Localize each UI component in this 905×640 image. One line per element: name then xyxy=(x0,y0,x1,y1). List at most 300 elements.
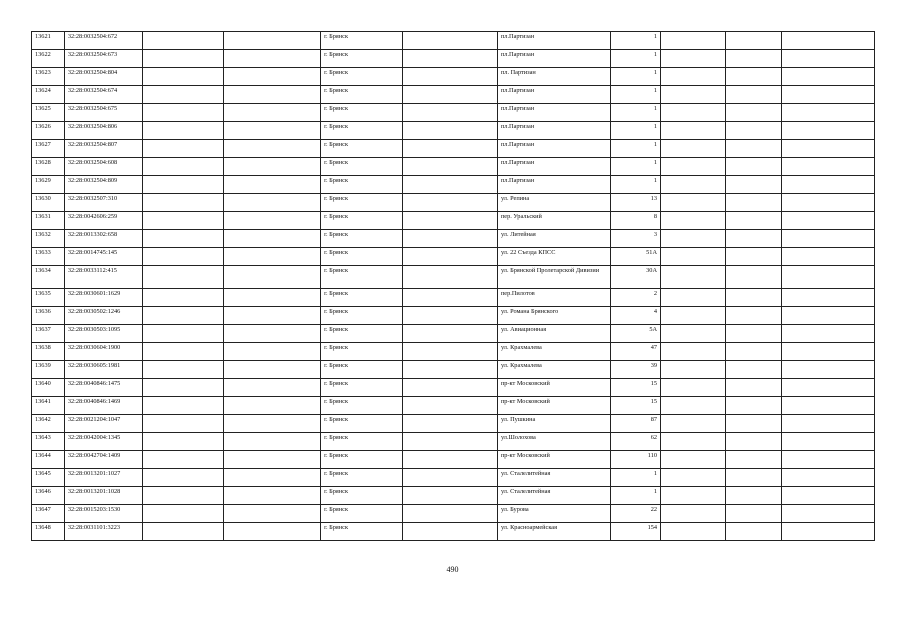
cell-street: пл.Партизан xyxy=(497,122,610,140)
cell-street: пер.Пилотов xyxy=(497,289,610,307)
cell-empty xyxy=(781,158,874,176)
cell-city: г. Брянск xyxy=(321,158,403,176)
cell-empty xyxy=(143,343,223,361)
cell-street: пл.Партизан xyxy=(497,86,610,104)
table-body xyxy=(32,32,875,541)
cell-empty xyxy=(223,248,320,266)
cell-cadastral-number: 32:28:0033112:415 xyxy=(64,266,142,289)
registry-table xyxy=(31,31,875,541)
cell-empty xyxy=(402,307,497,325)
cell-house-number: 110 xyxy=(611,451,661,469)
table-row xyxy=(32,397,875,415)
table-row xyxy=(32,122,875,140)
cell-empty xyxy=(223,68,320,86)
table-row xyxy=(32,451,875,469)
cell-house-number: 22 xyxy=(611,505,661,523)
cell-empty xyxy=(402,68,497,86)
cell-empty xyxy=(781,50,874,68)
cell-city: г. Брянск xyxy=(321,469,403,487)
cell-empty xyxy=(143,397,223,415)
table-row xyxy=(32,158,875,176)
cell-empty xyxy=(725,469,781,487)
table-row xyxy=(32,140,875,158)
cell-empty xyxy=(223,487,320,505)
cell-empty xyxy=(143,86,223,104)
cell-cadastral-number: 32:28:0032504:806 xyxy=(64,122,142,140)
cell-empty xyxy=(725,415,781,433)
cell-empty xyxy=(143,433,223,451)
table-row xyxy=(32,505,875,523)
cell-cadastral-number: 32:28:0042704:1409 xyxy=(64,451,142,469)
cell-empty xyxy=(143,307,223,325)
cell-empty xyxy=(223,176,320,194)
cell-house-number: 3 xyxy=(611,230,661,248)
cell-empty xyxy=(725,230,781,248)
cell-empty xyxy=(143,289,223,307)
cell-empty xyxy=(402,158,497,176)
cell-house-number: 15 xyxy=(611,379,661,397)
cell-empty xyxy=(781,397,874,415)
cell-empty xyxy=(143,505,223,523)
cell-cadastral-number: 32:28:0032504:809 xyxy=(64,176,142,194)
cell-empty xyxy=(143,266,223,289)
cell-empty xyxy=(402,397,497,415)
cell-empty xyxy=(402,266,497,289)
cell-city: г. Брянск xyxy=(321,104,403,122)
table-row xyxy=(32,469,875,487)
cell-empty xyxy=(725,451,781,469)
cell-empty xyxy=(725,289,781,307)
cell-empty xyxy=(661,68,726,86)
cell-empty xyxy=(661,32,726,50)
cell-empty xyxy=(223,122,320,140)
cell-street: ул. Литейная xyxy=(497,230,610,248)
cell-empty xyxy=(143,68,223,86)
cell-empty xyxy=(143,122,223,140)
cell-empty xyxy=(223,523,320,541)
cell-empty xyxy=(143,176,223,194)
cell-city: г. Брянск xyxy=(321,86,403,104)
cell-city: г. Брянск xyxy=(321,140,403,158)
cell-empty xyxy=(143,523,223,541)
cell-empty xyxy=(402,32,497,50)
table-row xyxy=(32,68,875,86)
cell-empty xyxy=(402,50,497,68)
cell-empty xyxy=(402,104,497,122)
cell-city: г. Брянск xyxy=(321,212,403,230)
cell-empty xyxy=(661,122,726,140)
cell-cadastral-number: 32:28:0031101:3223 xyxy=(64,523,142,541)
cell-house-number: 1 xyxy=(611,176,661,194)
cell-record-number: 13621 xyxy=(32,32,65,50)
cell-empty xyxy=(661,194,726,212)
cell-record-number: 13628 xyxy=(32,158,65,176)
cell-city: г. Брянск xyxy=(321,230,403,248)
cell-empty xyxy=(781,505,874,523)
cell-city: г. Брянск xyxy=(321,397,403,415)
cell-empty xyxy=(661,289,726,307)
cell-house-number: 87 xyxy=(611,415,661,433)
cell-empty xyxy=(781,86,874,104)
cell-empty xyxy=(223,361,320,379)
cell-house-number: 1 xyxy=(611,469,661,487)
cell-empty xyxy=(781,266,874,289)
cell-empty xyxy=(781,325,874,343)
cell-street: ул. Сталелитейная xyxy=(497,487,610,505)
cell-empty xyxy=(143,379,223,397)
cell-city: г. Брянск xyxy=(321,307,403,325)
cell-city: г. Брянск xyxy=(321,325,403,343)
cell-empty xyxy=(223,415,320,433)
table-row xyxy=(32,104,875,122)
cell-empty xyxy=(223,343,320,361)
cell-record-number: 13626 xyxy=(32,122,65,140)
cell-empty xyxy=(143,32,223,50)
cell-empty xyxy=(725,50,781,68)
cell-street: пр-кт Московский xyxy=(497,451,610,469)
cell-street: пр-кт Московский xyxy=(497,397,610,415)
cell-empty xyxy=(661,104,726,122)
cell-house-number: 1 xyxy=(611,158,661,176)
cell-empty xyxy=(781,451,874,469)
cell-empty xyxy=(402,487,497,505)
cell-empty xyxy=(143,487,223,505)
cell-empty xyxy=(223,32,320,50)
cell-record-number: 13634 xyxy=(32,266,65,289)
cell-cadastral-number: 32:28:0030502:1246 xyxy=(64,307,142,325)
cell-empty xyxy=(402,140,497,158)
cell-house-number: 15 xyxy=(611,397,661,415)
cell-empty xyxy=(143,451,223,469)
page-number: 490 xyxy=(446,565,459,574)
cell-empty xyxy=(725,361,781,379)
cell-cadastral-number: 32:28:0032504:675 xyxy=(64,104,142,122)
cell-cadastral-number: 32:28:0013201:1028 xyxy=(64,487,142,505)
cell-empty xyxy=(661,158,726,176)
cell-empty xyxy=(661,469,726,487)
cell-empty xyxy=(661,343,726,361)
cell-empty xyxy=(661,212,726,230)
cell-empty xyxy=(143,230,223,248)
cell-empty xyxy=(725,523,781,541)
cell-house-number: 13 xyxy=(611,194,661,212)
cell-city: г. Брянск xyxy=(321,361,403,379)
cell-cadastral-number: 32:28:0013302:658 xyxy=(64,230,142,248)
cell-empty xyxy=(143,325,223,343)
cell-empty xyxy=(661,248,726,266)
cell-city: г. Брянск xyxy=(321,487,403,505)
cell-empty xyxy=(143,158,223,176)
cell-city: г. Брянск xyxy=(321,451,403,469)
cell-record-number: 13630 xyxy=(32,194,65,212)
cell-empty xyxy=(223,86,320,104)
table-row xyxy=(32,523,875,541)
cell-record-number: 13624 xyxy=(32,86,65,104)
cell-empty xyxy=(402,469,497,487)
cell-city: г. Брянск xyxy=(321,32,403,50)
cell-empty xyxy=(402,523,497,541)
cell-empty xyxy=(223,266,320,289)
cell-empty xyxy=(725,266,781,289)
cell-empty xyxy=(725,104,781,122)
cell-empty xyxy=(402,415,497,433)
cell-street: пл.Партизан xyxy=(497,32,610,50)
cell-house-number: 2 xyxy=(611,289,661,307)
cell-cadastral-number: 32:28:0030503:1095 xyxy=(64,325,142,343)
cell-record-number: 13629 xyxy=(32,176,65,194)
table-row xyxy=(32,230,875,248)
cell-cadastral-number: 32:28:0014745:145 xyxy=(64,248,142,266)
cell-empty xyxy=(661,325,726,343)
cell-house-number: 1 xyxy=(611,68,661,86)
cell-street: пл.Партизан xyxy=(497,140,610,158)
cell-empty xyxy=(402,212,497,230)
cell-empty xyxy=(725,397,781,415)
cell-house-number: 4 xyxy=(611,307,661,325)
cell-empty xyxy=(223,505,320,523)
cell-street: ул. Крахмалева xyxy=(497,361,610,379)
cell-empty xyxy=(402,451,497,469)
table-row xyxy=(32,50,875,68)
cell-city: г. Брянск xyxy=(321,523,403,541)
cell-empty xyxy=(661,487,726,505)
cell-empty xyxy=(223,158,320,176)
cell-empty xyxy=(725,140,781,158)
table-row xyxy=(32,325,875,343)
cell-empty xyxy=(223,307,320,325)
cell-empty xyxy=(223,325,320,343)
cell-empty xyxy=(143,415,223,433)
cell-street: пл.Партизан xyxy=(497,104,610,122)
cell-empty xyxy=(781,415,874,433)
cell-house-number: 8 xyxy=(611,212,661,230)
cell-empty xyxy=(223,212,320,230)
cell-empty xyxy=(725,32,781,50)
cell-empty xyxy=(661,397,726,415)
cell-empty xyxy=(781,176,874,194)
cell-city: г. Брянск xyxy=(321,433,403,451)
cell-empty xyxy=(725,343,781,361)
cell-empty xyxy=(781,68,874,86)
cell-street: ул. Авиационная xyxy=(497,325,610,343)
cell-empty xyxy=(781,194,874,212)
cell-record-number: 13639 xyxy=(32,361,65,379)
cell-empty xyxy=(781,307,874,325)
cell-cadastral-number: 32:28:0015203:1530 xyxy=(64,505,142,523)
cell-city: г. Брянск xyxy=(321,266,403,289)
cell-street: ул. Пушкина xyxy=(497,415,610,433)
cell-empty xyxy=(223,451,320,469)
table-row xyxy=(32,32,875,50)
cell-street: ул. Романа Брянского xyxy=(497,307,610,325)
cell-empty xyxy=(402,505,497,523)
cell-empty xyxy=(402,325,497,343)
cell-empty xyxy=(781,361,874,379)
cell-empty xyxy=(781,104,874,122)
cell-empty xyxy=(661,230,726,248)
cell-empty xyxy=(402,343,497,361)
cell-empty xyxy=(725,487,781,505)
cell-street: ул. Брянской Пролетарской Дивизии xyxy=(497,266,610,289)
cell-empty xyxy=(223,469,320,487)
cell-cadastral-number: 32:28:0030601:1629 xyxy=(64,289,142,307)
cell-record-number: 13627 xyxy=(32,140,65,158)
cell-empty xyxy=(725,158,781,176)
cell-house-number: 1 xyxy=(611,122,661,140)
cell-empty xyxy=(725,325,781,343)
cell-street: ул. Сталелитейная xyxy=(497,469,610,487)
cell-empty xyxy=(725,433,781,451)
cell-empty xyxy=(661,307,726,325)
cell-empty xyxy=(143,140,223,158)
cell-empty xyxy=(781,32,874,50)
cell-cadastral-number: 32:28:0042004:1345 xyxy=(64,433,142,451)
cell-empty xyxy=(725,212,781,230)
cell-cadastral-number: 32:28:0032504:608 xyxy=(64,158,142,176)
cell-record-number: 13638 xyxy=(32,343,65,361)
cell-empty xyxy=(143,104,223,122)
cell-record-number: 13646 xyxy=(32,487,65,505)
cell-cadastral-number: 32:28:0013201:1027 xyxy=(64,469,142,487)
cell-house-number: 154 xyxy=(611,523,661,541)
cell-record-number: 13632 xyxy=(32,230,65,248)
cell-cadastral-number: 32:28:0032504:674 xyxy=(64,86,142,104)
cell-empty xyxy=(781,289,874,307)
cell-street: пр-кт Московский xyxy=(497,379,610,397)
cell-street: пл.Партизан xyxy=(497,50,610,68)
cell-record-number: 13647 xyxy=(32,505,65,523)
cell-empty xyxy=(402,433,497,451)
cell-empty xyxy=(725,248,781,266)
cell-house-number: 1 xyxy=(611,487,661,505)
cell-street: ул.Шолохова xyxy=(497,433,610,451)
cell-street: пл.Партизан xyxy=(497,176,610,194)
table-row xyxy=(32,433,875,451)
table-row xyxy=(32,343,875,361)
cell-city: г. Брянск xyxy=(321,379,403,397)
cell-house-number: 39 xyxy=(611,361,661,379)
cell-empty xyxy=(661,266,726,289)
cell-city: г. Брянск xyxy=(321,505,403,523)
cell-record-number: 13631 xyxy=(32,212,65,230)
cell-street: пл. Партизан xyxy=(497,68,610,86)
cell-empty xyxy=(661,50,726,68)
cell-record-number: 13640 xyxy=(32,379,65,397)
cell-street: ул. Красноармейская xyxy=(497,523,610,541)
table-row xyxy=(32,248,875,266)
cell-cadastral-number: 32:28:0030605:1981 xyxy=(64,361,142,379)
cell-house-number: 62 xyxy=(611,433,661,451)
cell-house-number: 1 xyxy=(611,140,661,158)
cell-cadastral-number: 32:28:0042606:259 xyxy=(64,212,142,230)
cell-house-number: 1 xyxy=(611,104,661,122)
cell-record-number: 13625 xyxy=(32,104,65,122)
cell-record-number: 13648 xyxy=(32,523,65,541)
cell-record-number: 13635 xyxy=(32,289,65,307)
cell-record-number: 13642 xyxy=(32,415,65,433)
cell-empty xyxy=(781,343,874,361)
table-row xyxy=(32,415,875,433)
cell-street: ул. Крахмалева xyxy=(497,343,610,361)
cell-record-number: 13644 xyxy=(32,451,65,469)
cell-empty xyxy=(223,230,320,248)
cell-empty xyxy=(223,397,320,415)
table-row xyxy=(32,194,875,212)
cell-empty xyxy=(143,194,223,212)
cell-house-number: 1 xyxy=(611,50,661,68)
cell-cadastral-number: 32:28:0032504:807 xyxy=(64,140,142,158)
cell-empty xyxy=(402,289,497,307)
cell-empty xyxy=(143,361,223,379)
cell-empty xyxy=(223,433,320,451)
cell-empty xyxy=(781,379,874,397)
cell-city: г. Брянск xyxy=(321,122,403,140)
cell-empty xyxy=(402,176,497,194)
table-row xyxy=(32,307,875,325)
cell-house-number: 51А xyxy=(611,248,661,266)
cell-empty xyxy=(402,248,497,266)
cell-empty xyxy=(223,379,320,397)
cell-empty xyxy=(143,50,223,68)
table-row xyxy=(32,176,875,194)
cell-cadastral-number: 32:28:0030604:1900 xyxy=(64,343,142,361)
cell-city: г. Брянск xyxy=(321,343,403,361)
cell-empty xyxy=(223,104,320,122)
cell-empty xyxy=(223,140,320,158)
cell-empty xyxy=(661,523,726,541)
cell-house-number: 30А xyxy=(611,266,661,289)
cell-empty xyxy=(402,379,497,397)
cell-record-number: 13622 xyxy=(32,50,65,68)
cell-empty xyxy=(781,140,874,158)
table-row xyxy=(32,289,875,307)
cell-empty xyxy=(781,487,874,505)
cell-record-number: 13623 xyxy=(32,68,65,86)
cell-house-number: 5А xyxy=(611,325,661,343)
cell-cadastral-number: 32:28:0032504:804 xyxy=(64,68,142,86)
cell-empty xyxy=(143,469,223,487)
cell-empty xyxy=(725,379,781,397)
cell-empty xyxy=(781,248,874,266)
cell-empty xyxy=(661,361,726,379)
cell-record-number: 13637 xyxy=(32,325,65,343)
cell-street: ул. Репина xyxy=(497,194,610,212)
cell-city: г. Брянск xyxy=(321,68,403,86)
cell-record-number: 13643 xyxy=(32,433,65,451)
cell-cadastral-number: 32:28:0032504:673 xyxy=(64,50,142,68)
cell-empty xyxy=(223,50,320,68)
cell-empty xyxy=(402,230,497,248)
cell-empty xyxy=(661,451,726,469)
table-row xyxy=(32,361,875,379)
cell-street: ул. 22 Съезда КПСС xyxy=(497,248,610,266)
cell-empty xyxy=(661,176,726,194)
cell-empty xyxy=(725,307,781,325)
table-row xyxy=(32,266,875,289)
cell-street: пл.Партизан xyxy=(497,158,610,176)
cell-record-number: 13636 xyxy=(32,307,65,325)
cell-empty xyxy=(143,248,223,266)
table-row xyxy=(32,86,875,104)
cell-city: г. Брянск xyxy=(321,176,403,194)
cell-empty xyxy=(402,86,497,104)
cell-empty xyxy=(781,469,874,487)
cell-empty xyxy=(781,230,874,248)
cell-empty xyxy=(223,289,320,307)
cell-empty xyxy=(781,122,874,140)
table-row xyxy=(32,212,875,230)
table-row xyxy=(32,487,875,505)
